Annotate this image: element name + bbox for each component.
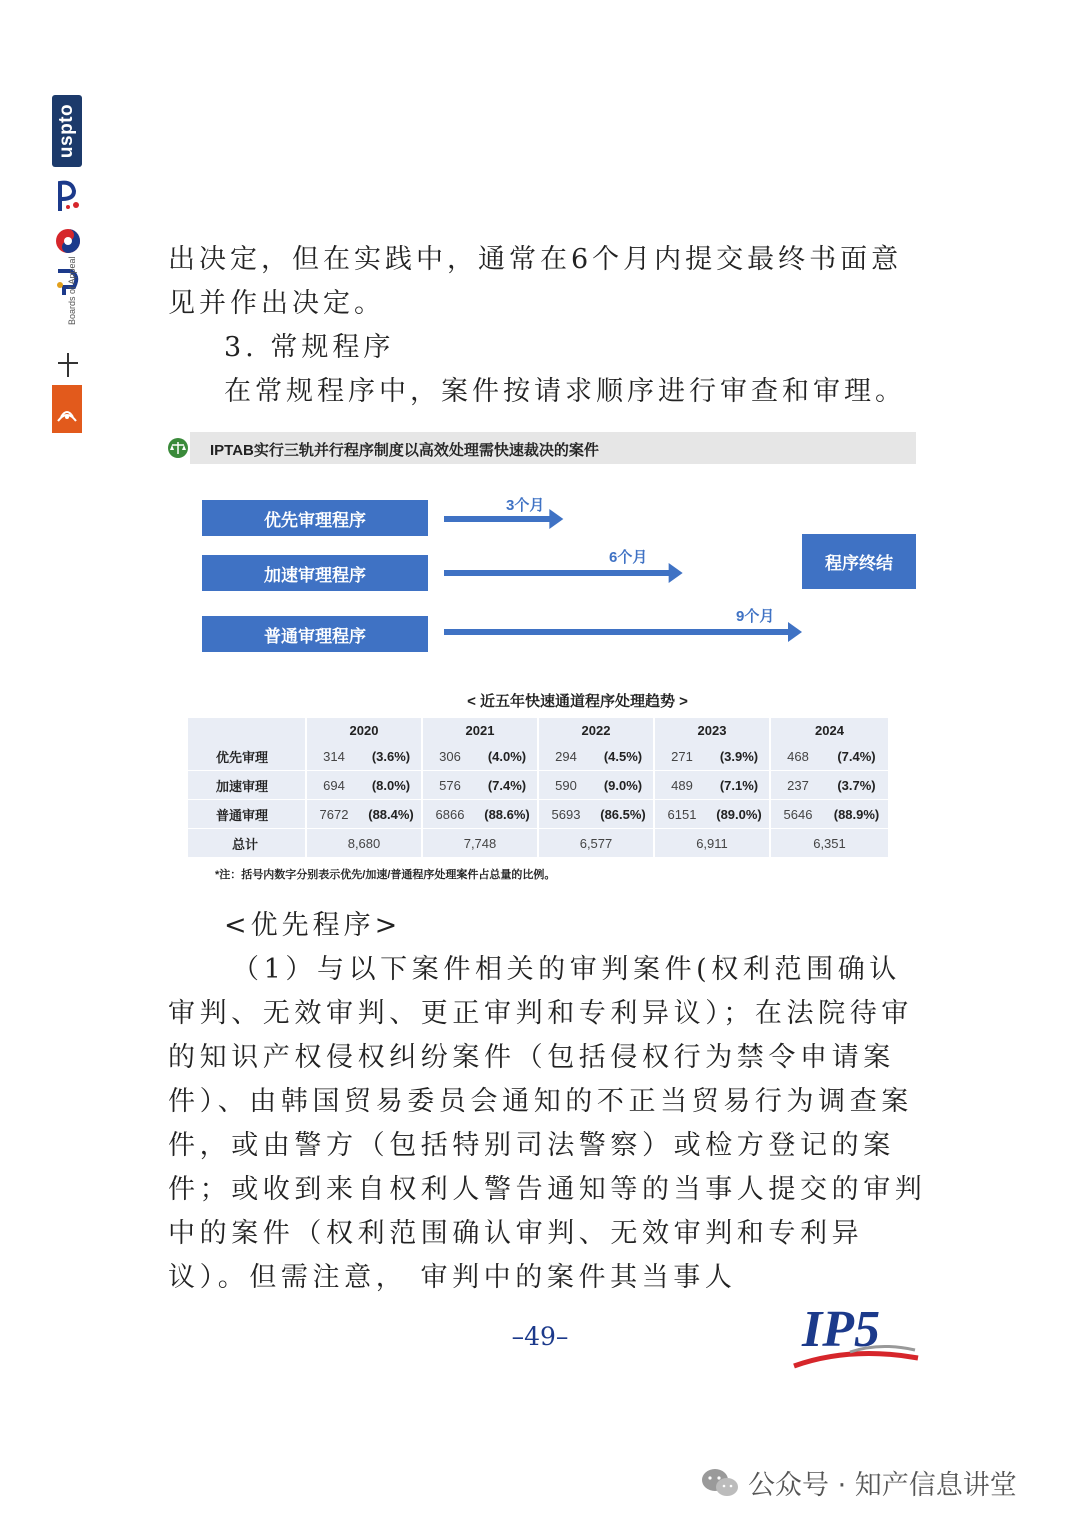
header-year: 2024: [770, 718, 888, 742]
cell-percent: (3.9%): [719, 748, 759, 764]
total-value: 6,911: [654, 829, 770, 858]
track-arrow-shaft: [444, 516, 551, 522]
track-priority-box: 优先审理程序: [202, 500, 428, 536]
body-paragraph-2: 在常规程序中，案件按请求顺序进行审查和审理。: [224, 376, 906, 407]
footer-text: 公众号 · 知产信息讲堂: [748, 1470, 1017, 1501]
cell-count: 6151: [654, 800, 709, 829]
cell-percent: (89.0%): [709, 800, 770, 829]
cell-percent: (88.4%): [361, 800, 422, 829]
cell-percent: (86.5%): [593, 800, 654, 829]
track-arrow-head: [549, 509, 563, 529]
total-value: 7,748: [422, 829, 538, 858]
cell-count: 7672: [306, 800, 361, 829]
track-arrow-head: [788, 622, 802, 642]
body-paragraph-3: （1）与以下案件相关的审判案件(权利范围确认审判、无效审判、更正审判和专利异议）；在法院待审的知识产权侵权纠纷案件（包括侵权行为禁令申请案件）、由韩国贸易委员会通知的不正当贸易行为调查案件，或由警方（包括特别司法警察）或检方登记的案件；或收到来自权利人警告通知等的当事人提交的审判中的案件（权利范围确认审判、无效审判和专利异议）。但需注意， 审判中的案件其当事人: [168, 954, 927, 1293]
header-year: 2023: [654, 718, 770, 742]
cell-count: 306: [422, 742, 477, 771]
priority-procedure-heading: <优先程序>: [224, 910, 402, 941]
total-label: 总计: [188, 829, 306, 858]
header-year: 2021: [422, 718, 538, 742]
cell-percent: (7.1%): [709, 771, 770, 800]
cell-percent: (7.4%): [477, 771, 538, 800]
total-value: 6,351: [770, 829, 888, 858]
cell-count: 590: [538, 771, 593, 800]
total-value: 6,577: [538, 829, 654, 858]
cell-count: 237: [770, 771, 825, 800]
cell-count: 5693: [538, 800, 593, 829]
row-label: 加速审理: [188, 771, 306, 800]
cell-count: 5646: [770, 800, 825, 829]
cell-count: 314: [306, 742, 361, 771]
cell-percent: (7.4%): [837, 748, 876, 764]
cell-count: 294: [538, 742, 593, 771]
track-arrow-shaft: [444, 629, 790, 635]
table-total-row: [188, 829, 888, 858]
arrow-label-regular: 9个月: [736, 608, 775, 625]
header-blank: [188, 718, 306, 742]
track-arrows: [0, 0, 1080, 700]
wechat-icon: [700, 1467, 740, 1499]
track-arrow-head: [669, 563, 683, 583]
fast-track-trend-table: [188, 718, 888, 857]
cell-count: 489: [654, 771, 709, 800]
table-row: [188, 800, 888, 829]
cell-percent: (3.6%): [371, 748, 411, 764]
arrow-label-expedited: 6个月: [609, 549, 648, 566]
cell-count: 576: [422, 771, 477, 800]
cell-percent: (88.9%): [825, 800, 888, 829]
section-heading-regular-procedure: 3. 常规程序: [224, 332, 395, 363]
arrow-label-priority: 3个月: [506, 497, 545, 514]
table-row: [188, 771, 888, 800]
ip5-logo: [790, 1292, 925, 1372]
cell-count: 694: [306, 771, 361, 800]
ip5-logo-text: IP5: [802, 1301, 880, 1358]
cell-percent: (9.0%): [593, 771, 654, 800]
page-number: –49–: [511, 1322, 569, 1351]
track-expedited-box: 加速审理程序: [202, 555, 428, 591]
track-arrow-shaft: [444, 570, 671, 576]
body-paragraph-1: 出决定，但在实践中，通常在6个月内提交最终书面意见并作出决定。: [168, 244, 903, 319]
table-header-row: [188, 718, 888, 742]
cell-percent: (8.0%): [361, 771, 422, 800]
cell-percent: (3.7%): [825, 771, 888, 800]
table-title: < 近五年快速通道程序处理趋势 >: [467, 693, 688, 710]
diagram-title: IPTAB实行三轨并行程序制度以高效处理需快速裁决的案件: [210, 442, 599, 459]
cell-percent: (4.0%): [487, 748, 527, 764]
cell-percent: (88.6%): [477, 800, 538, 829]
row-label: 优先审理: [216, 749, 269, 765]
wechat-footer: [700, 1463, 1017, 1502]
table-row: [188, 742, 888, 771]
track-regular-box: 普通审理程序: [202, 616, 428, 652]
uspto-logo: uspto: [52, 95, 82, 167]
header-year: 2022: [538, 718, 654, 742]
cell-count: 468: [770, 742, 825, 771]
procedure-end-box: 程序终结: [802, 534, 916, 589]
header-year: 2020: [306, 718, 422, 742]
cell-count: 271: [654, 742, 709, 771]
row-label: 普通审理: [188, 800, 306, 829]
cell-count: 6866: [422, 800, 477, 829]
cell-percent: (4.5%): [603, 748, 643, 764]
total-value: 8,680: [306, 829, 422, 858]
table-note: *注：括号内数字分别表示优先/加速/普通程序处理案件占总量的比例。: [215, 869, 556, 881]
boards-of-appeal-label: Boards of Appeal: [67, 256, 77, 325]
